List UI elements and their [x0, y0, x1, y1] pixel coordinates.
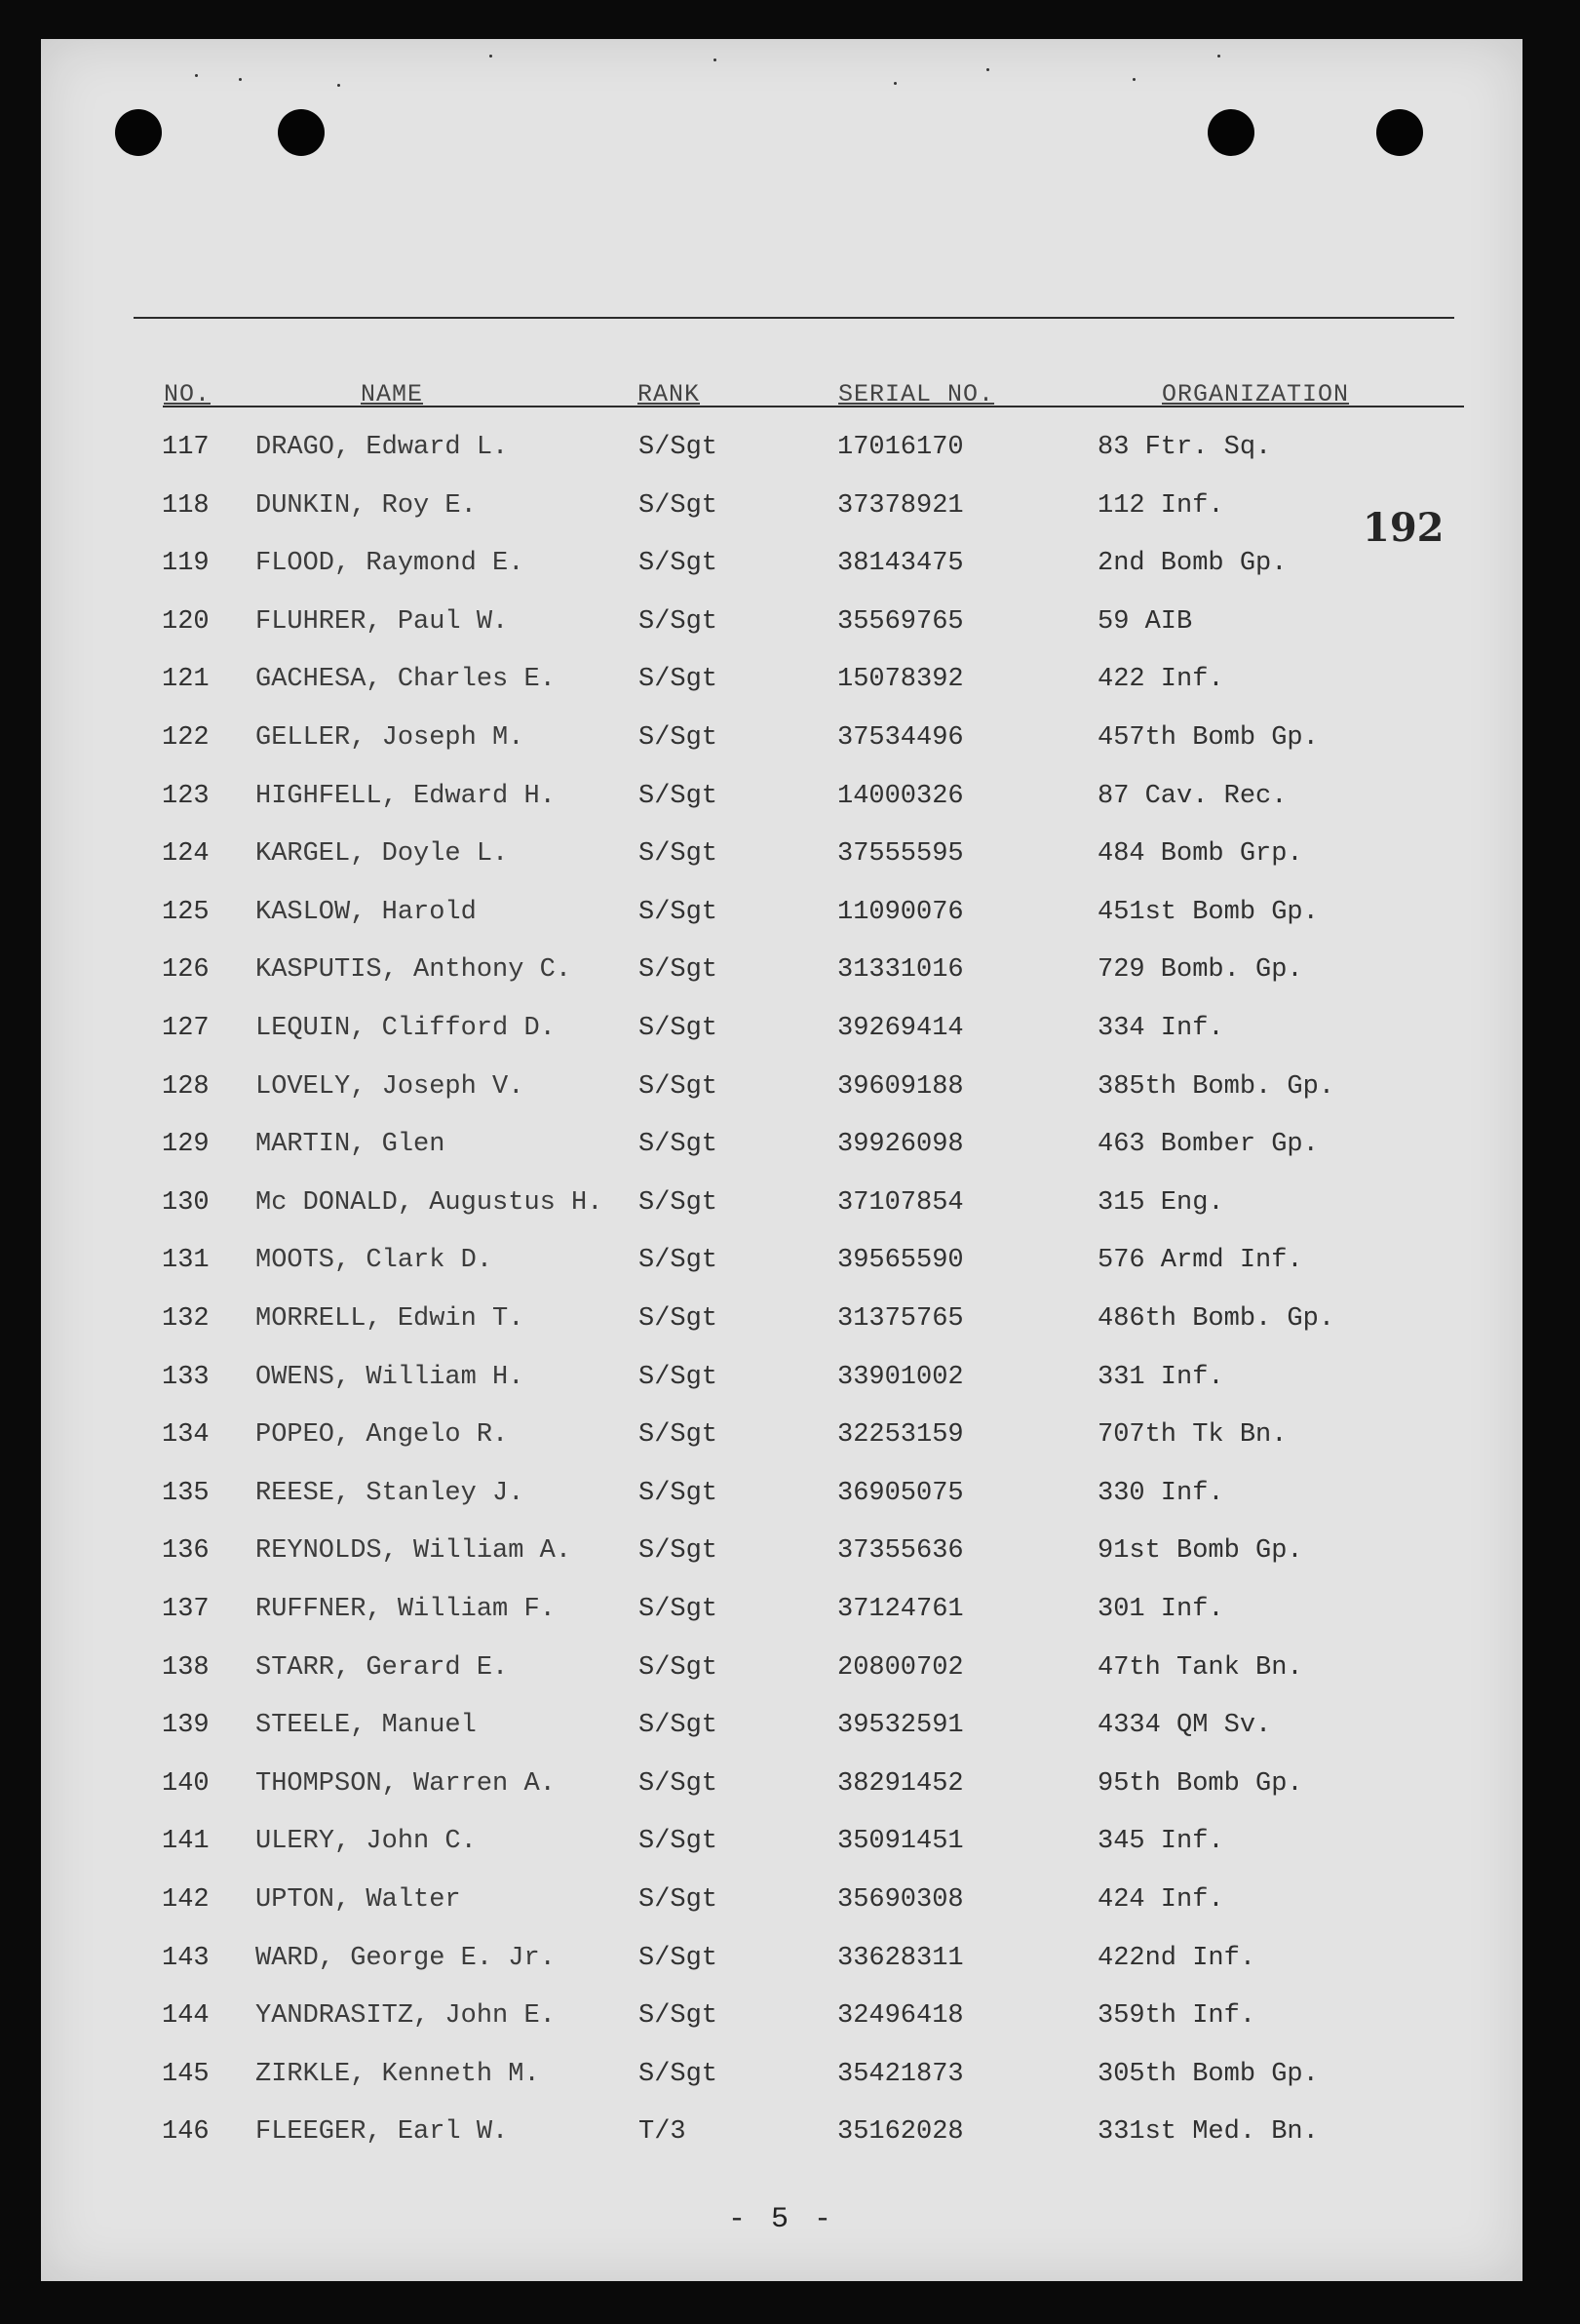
row-serial: 35091451	[837, 1827, 964, 1857]
row-rank: S/Sgt	[638, 549, 718, 579]
row-rank: S/Sgt	[638, 1885, 718, 1915]
table-row	[41, 1130, 1522, 1169]
row-name: KARGEL, Doyle L.	[255, 839, 509, 870]
table-row	[41, 1595, 1522, 1634]
row-organization: 422 Inf.	[1098, 665, 1224, 695]
row-serial: 35569765	[837, 606, 964, 637]
row-serial: 35690308	[837, 1885, 964, 1915]
row-number: 135	[162, 1478, 210, 1508]
row-number: 127	[162, 1014, 210, 1043]
row-number: 143	[162, 1943, 210, 1973]
row-number: 140	[162, 1768, 210, 1799]
row-name: ZIRKLE, Kenneth M.	[255, 2059, 540, 2089]
row-serial: 38291452	[837, 1768, 964, 1799]
row-name: ULERY, John C.	[255, 1827, 477, 1857]
row-rank: S/Sgt	[638, 1362, 718, 1392]
punch-hole-1	[115, 109, 162, 156]
row-serial: 39532591	[837, 1711, 964, 1741]
table-row	[41, 1188, 1522, 1227]
row-serial: 37107854	[837, 1187, 964, 1218]
row-rank: S/Sgt	[638, 665, 718, 695]
row-name: UPTON, Walter	[255, 1885, 461, 1915]
row-organization: 2nd Bomb Gp.	[1098, 549, 1288, 579]
row-serial: 39565590	[837, 1246, 964, 1276]
row-number: 122	[162, 723, 210, 753]
row-serial: 37378921	[837, 490, 964, 521]
header-organization: ORGANIZATION	[1162, 380, 1350, 408]
row-number: 118	[162, 490, 210, 521]
row-organization: 4334 QM Sv.	[1098, 1711, 1272, 1741]
row-number: 119	[162, 549, 210, 579]
row-name: MARTIN, Glen	[255, 1130, 445, 1160]
row-rank: S/Sgt	[638, 2001, 718, 2032]
table-row	[41, 1363, 1522, 1402]
row-name: Mc DONALD, Augustus H.	[255, 1187, 603, 1218]
row-organization: 424 Inf.	[1098, 1885, 1224, 1915]
row-number: 130	[162, 1187, 210, 1218]
row-organization: 87 Cav. Rec.	[1098, 781, 1288, 811]
table-row	[41, 607, 1522, 646]
row-rank: S/Sgt	[638, 1478, 718, 1508]
row-name: FLOOD, Raymond E.	[255, 549, 524, 579]
table-row	[41, 839, 1522, 878]
row-name: STEELE, Manuel	[255, 1711, 477, 1741]
row-organization: 359th Inf.	[1098, 2001, 1256, 2032]
row-rank: S/Sgt	[638, 1246, 718, 1276]
row-number: 117	[162, 433, 210, 462]
row-organization: 330 Inf.	[1098, 1478, 1224, 1508]
row-number: 121	[162, 665, 210, 695]
header-rank: RANK	[637, 380, 701, 408]
row-organization: 486th Bomb. Gp.	[1098, 1304, 1335, 1334]
punch-hole-3	[1208, 109, 1254, 156]
row-number: 128	[162, 1071, 210, 1102]
table-row	[41, 665, 1522, 704]
row-serial: 37124761	[837, 1595, 964, 1624]
table-row	[41, 1479, 1522, 1518]
row-organization: 95th Bomb Gp.	[1098, 1768, 1303, 1799]
page-number: - 5 -	[727, 2203, 835, 2236]
row-serial: 37534496	[837, 723, 964, 753]
row-name: LEQUIN, Clifford D.	[255, 1014, 556, 1043]
row-serial: 39269414	[837, 1014, 964, 1043]
row-organization: 385th Bomb. Gp.	[1098, 1071, 1335, 1102]
row-serial: 14000326	[837, 781, 964, 811]
table-row	[41, 1072, 1522, 1111]
row-number: 137	[162, 1595, 210, 1624]
row-number: 124	[162, 839, 210, 870]
row-name: KASLOW, Harold	[255, 897, 477, 927]
row-rank: S/Sgt	[638, 606, 718, 637]
row-number: 126	[162, 955, 210, 986]
row-organization: 47th Tank Bn.	[1098, 1652, 1303, 1683]
row-serial: 39926098	[837, 1130, 964, 1160]
row-serial: 38143475	[837, 549, 964, 579]
row-serial: 31331016	[837, 955, 964, 986]
row-number: 141	[162, 1827, 210, 1857]
row-serial: 20800702	[837, 1652, 964, 1683]
row-serial: 32253159	[837, 1420, 964, 1451]
row-number: 123	[162, 781, 210, 811]
row-name: FLEEGER, Earl W.	[255, 2117, 509, 2148]
row-rank: S/Sgt	[638, 1536, 718, 1567]
table-row	[41, 1711, 1522, 1750]
speck	[986, 68, 989, 71]
row-organization: 331 Inf.	[1098, 1362, 1224, 1392]
row-rank: S/Sgt	[638, 897, 718, 927]
row-serial: 39609188	[837, 1071, 964, 1102]
row-rank: S/Sgt	[638, 1652, 718, 1683]
row-name: GELLER, Joseph M.	[255, 723, 524, 753]
table-row	[41, 723, 1522, 762]
row-rank: S/Sgt	[638, 1071, 718, 1102]
row-number: 144	[162, 2001, 210, 2032]
row-name: LOVELY, Joseph V.	[255, 1071, 524, 1102]
row-number: 142	[162, 1885, 210, 1915]
row-organization: 463 Bomber Gp.	[1098, 1130, 1319, 1160]
speck	[239, 78, 242, 81]
row-organization: 331st Med. Bn.	[1098, 2117, 1319, 2148]
row-number: 133	[162, 1362, 210, 1392]
row-organization: 484 Bomb Grp.	[1098, 839, 1303, 870]
row-organization: 457th Bomb Gp.	[1098, 723, 1319, 753]
row-rank: S/Sgt	[638, 433, 718, 462]
row-organization: 305th Bomb Gp.	[1098, 2059, 1319, 2089]
header-name: NAME	[361, 380, 424, 408]
row-number: 138	[162, 1652, 210, 1683]
row-serial: 33901002	[837, 1362, 964, 1392]
table-row	[41, 433, 1522, 472]
speck	[1133, 78, 1136, 81]
table-row	[41, 1420, 1522, 1459]
punch-hole-4	[1376, 109, 1423, 156]
table-row	[41, 549, 1522, 588]
table-row	[41, 782, 1522, 821]
document-page	[41, 39, 1522, 2281]
row-organization: 422nd Inf.	[1098, 1943, 1256, 1973]
row-name: POPEO, Angelo R.	[255, 1420, 509, 1451]
row-serial: 15078392	[837, 665, 964, 695]
row-organization: 451st Bomb Gp.	[1098, 897, 1319, 927]
top-rule	[134, 317, 1454, 319]
row-name: DUNKIN, Roy E.	[255, 490, 477, 521]
speck	[337, 84, 340, 87]
row-rank: S/Sgt	[638, 1130, 718, 1160]
row-organization: 83 Ftr. Sq.	[1098, 433, 1272, 462]
row-number: 139	[162, 1711, 210, 1741]
row-rank: S/Sgt	[638, 1304, 718, 1334]
row-name: OWENS, William H.	[255, 1362, 524, 1392]
table-row	[41, 2001, 1522, 2040]
row-name: REESE, Stanley J.	[255, 1478, 524, 1508]
speck	[713, 58, 716, 61]
row-rank: S/Sgt	[638, 1014, 718, 1043]
row-name: YANDRASITZ, John E.	[255, 2001, 556, 2032]
row-organization: 112 Inf.	[1098, 490, 1224, 521]
row-rank: S/Sgt	[638, 1595, 718, 1624]
row-serial: 37355636	[837, 1536, 964, 1567]
row-name: WARD, George E. Jr.	[255, 1943, 556, 1973]
row-rank: S/Sgt	[638, 1827, 718, 1857]
table-row	[41, 1653, 1522, 1692]
row-name: FLUHRER, Paul W.	[255, 606, 509, 637]
row-organization: 301 Inf.	[1098, 1595, 1224, 1624]
row-rank: S/Sgt	[638, 2059, 718, 2089]
speck	[195, 74, 198, 77]
row-rank: S/Sgt	[638, 839, 718, 870]
row-serial: 35162028	[837, 2117, 964, 2148]
speck	[489, 55, 492, 58]
table-row	[41, 491, 1522, 530]
row-name: REYNOLDS, William A.	[255, 1536, 572, 1567]
row-organization: 59 AIB	[1098, 606, 1193, 637]
row-name: MOOTS, Clark D.	[255, 1246, 493, 1276]
row-rank: S/Sgt	[638, 955, 718, 986]
table-row	[41, 955, 1522, 994]
row-serial: 32496418	[837, 2001, 964, 2032]
page-stamp-number: 192	[1363, 505, 1445, 551]
row-number: 145	[162, 2059, 210, 2089]
table-row	[41, 2117, 1522, 2156]
row-number: 129	[162, 1130, 210, 1160]
table-row	[41, 1944, 1522, 1983]
row-organization: 707th Tk Bn.	[1098, 1420, 1288, 1451]
table-row	[41, 1536, 1522, 1575]
row-rank: S/Sgt	[638, 1187, 718, 1218]
row-organization: 729 Bomb. Gp.	[1098, 955, 1303, 986]
row-name: KASPUTIS, Anthony C.	[255, 955, 572, 986]
row-name: DRAGO, Edward L.	[255, 433, 509, 462]
row-serial: 33628311	[837, 1943, 964, 1973]
table-row	[41, 1885, 1522, 1924]
row-rank: S/Sgt	[638, 1768, 718, 1799]
header-no: NO.	[164, 380, 212, 408]
row-rank: S/Sgt	[638, 781, 718, 811]
row-serial: 17016170	[837, 433, 964, 462]
speck	[1217, 55, 1220, 58]
row-serial: 37555595	[837, 839, 964, 870]
row-organization: 91st Bomb Gp.	[1098, 1536, 1303, 1567]
row-rank: S/Sgt	[638, 1420, 718, 1451]
row-organization: 345 Inf.	[1098, 1827, 1224, 1857]
table-row	[41, 1827, 1522, 1866]
row-number: 134	[162, 1420, 210, 1451]
row-rank: S/Sgt	[638, 490, 718, 521]
row-serial: 36905075	[837, 1478, 964, 1508]
row-number: 132	[162, 1304, 210, 1334]
row-name: MORRELL, Edwin T.	[255, 1304, 524, 1334]
row-organization: 315 Eng.	[1098, 1187, 1224, 1218]
row-serial: 11090076	[837, 897, 964, 927]
row-number: 125	[162, 897, 210, 927]
row-name: RUFFNER, William F.	[255, 1595, 556, 1624]
row-rank: S/Sgt	[638, 723, 718, 753]
header-serial: SERIAL NO.	[838, 380, 995, 408]
table-row	[41, 2060, 1522, 2099]
punch-hole-2	[278, 109, 325, 156]
table-row	[41, 898, 1522, 937]
row-number: 146	[162, 2117, 210, 2148]
row-organization: 334 Inf.	[1098, 1014, 1224, 1043]
row-rank: S/Sgt	[638, 1711, 718, 1741]
row-number: 136	[162, 1536, 210, 1567]
speck	[894, 82, 897, 85]
row-organization: 576 Armd Inf.	[1098, 1246, 1303, 1276]
row-name: THOMPSON, Warren A.	[255, 1768, 556, 1799]
row-serial: 31375765	[837, 1304, 964, 1334]
row-name: GACHESA, Charles E.	[255, 665, 556, 695]
table-row	[41, 1304, 1522, 1343]
table-row	[41, 1014, 1522, 1053]
row-name: HIGHFELL, Edward H.	[255, 781, 556, 811]
row-rank: S/Sgt	[638, 1943, 718, 1973]
row-number: 120	[162, 606, 210, 637]
table-row	[41, 1246, 1522, 1285]
row-number: 131	[162, 1246, 210, 1276]
row-name: STARR, Gerard E.	[255, 1652, 509, 1683]
table-row	[41, 1769, 1522, 1808]
row-rank: T/3	[638, 2117, 686, 2148]
row-serial: 35421873	[837, 2059, 964, 2089]
